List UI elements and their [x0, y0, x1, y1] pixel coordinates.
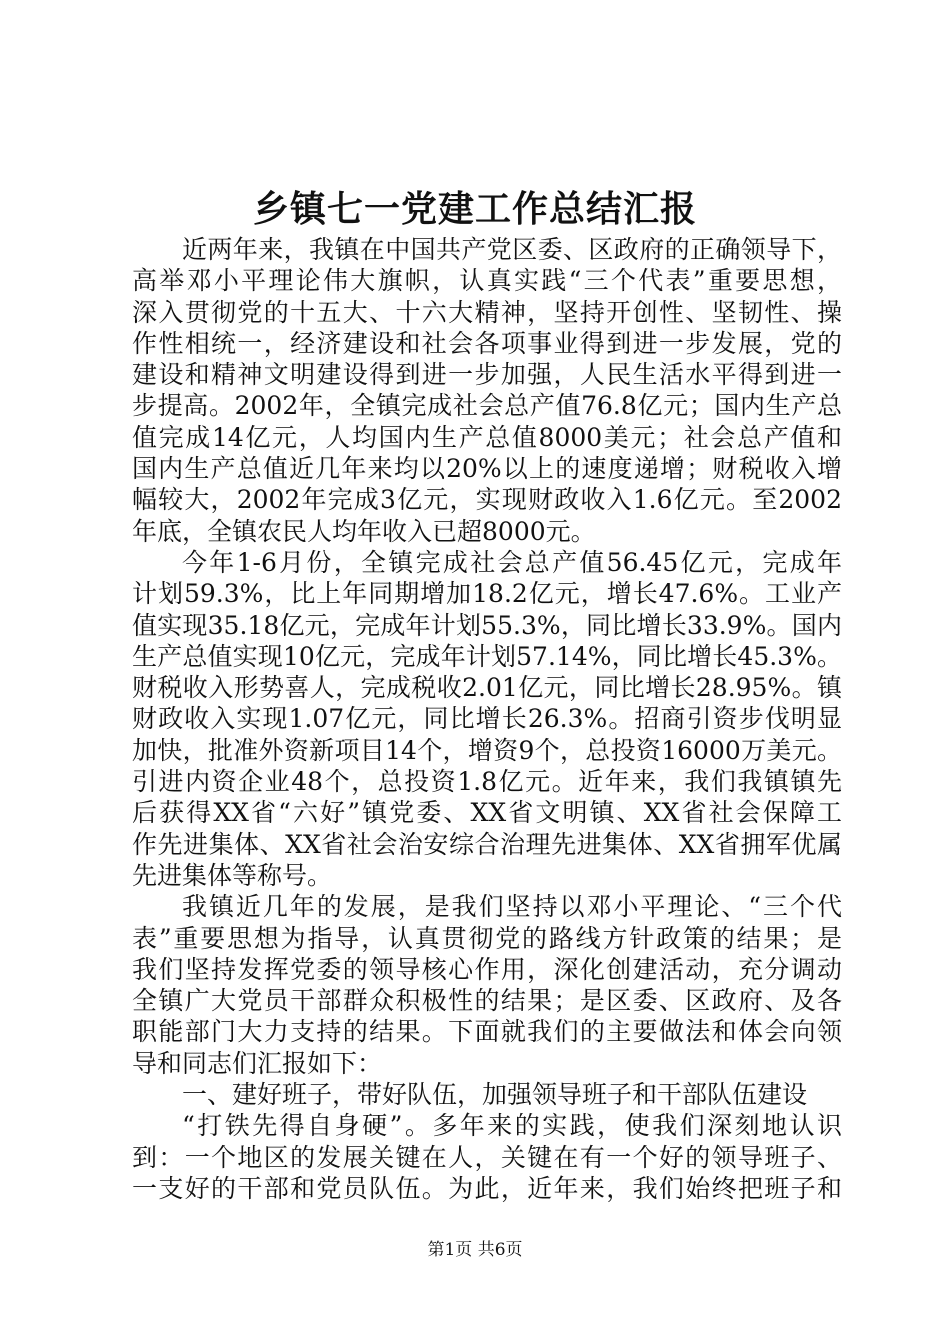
text-line: 幅较大，2002年完成3亿元，实现财政收入1.6亿元。至2002 [132, 485, 842, 515]
text-line: 后获得XX省“六好”镇党委、XX省文明镇、XX省社会保障工 [132, 798, 842, 828]
text-line: 计划59.3%，比上年同期增加18.2亿元，增长47.6%。工业产 [132, 579, 842, 609]
text-line: 财税收入形势喜人，完成税收2.01亿元，同比增长28.95%。镇 [132, 673, 842, 703]
text-line: 到：一个地区的发展关键在人，关键在有一个好的领导班子、 [132, 1142, 842, 1172]
text-line: 今年1-6月份，全镇完成社会总产值56.45亿元，完成年 [182, 547, 842, 577]
text-line: 生产总值实现10亿元，完成年计划57.14%，同比增长45.3%。 [132, 641, 842, 671]
text-line: 职能部门大力支持的结果。下面就我们的主要做法和体会向领 [132, 1017, 842, 1047]
text-line: 一支好的干部和党员队伍。为此，近年来，我们始终把班子和 [132, 1173, 842, 1203]
section-heading: 一、建好班子，带好队伍，加强领导班子和干部队伍建设 [182, 1080, 808, 1110]
text-line: 全镇广大党员干部群众积极性的结果；是区委、区政府、及各 [132, 986, 842, 1016]
text-line: 步提高。2002年，全镇完成社会总产值76.8亿元；国内生产总 [132, 391, 842, 421]
document-body [132, 234, 842, 1204]
text-line: 财政收入实现1.07亿元，同比增长26.3%。招商引资步伐明显 [132, 704, 842, 734]
text-line: 我们坚持发挥党委的领导核心作用，深化创建活动，充分调动 [132, 954, 842, 984]
page-footer: 第1页 共6页 [427, 1240, 523, 1260]
text-line: 年底，全镇农民人均年收入已超8000元。 [132, 516, 596, 546]
text-line: 值实现35.18亿元，完成年计划55.3%，同比增长33.9%。国内 [132, 610, 842, 640]
text-line: 高举邓小平理论伟大旗帜，认真实践“三个代表”重要思想， [132, 266, 842, 296]
text-line: 近两年来，我镇在中国共产党区委、区政府的正确领导下， [182, 235, 842, 264]
text-line: “打铁先得自身硬”。多年来的实践，使我们深刻地认识 [182, 1111, 842, 1141]
text-line: 我镇近几年的发展，是我们坚持以邓小平理论、“三个代 [182, 892, 842, 922]
text-line: 加快，批准外资新项目14个，增资9个，总投资16000万美元。 [132, 735, 842, 765]
text-line: 先进集体等称号。 [132, 860, 333, 890]
text-line: 建设和精神文明建设得到进一步加强，人民生活水平得到进一 [132, 360, 842, 390]
document-title: 乡镇七一党建工作总结汇报 [252, 188, 697, 230]
text-line: 引进内资企业48个，总投资1.8亿元。近年来，我们我镇镇先 [132, 767, 842, 797]
text-line: 表”重要思想为指导，认真贯彻党的路线方针政策的结果；是 [132, 923, 842, 953]
text-line: 深入贯彻党的十五大、十六大精神，坚持开创性、坚韧性、操 [132, 297, 842, 327]
text-line: 国内生产总值近几年来均以20%以上的速度递增；财税收入增 [132, 454, 842, 484]
text-line: 导和同志们汇报如下： [132, 1048, 383, 1078]
text-line: 作先进集体、XX省社会治安综合治理先进集体、XX省拥军优属 [132, 829, 842, 859]
text-line: 值完成14亿元，人均国内生产总值8000美元；社会总产值和 [132, 422, 842, 452]
text-line: 作性相统一，经济建设和社会各项事业得到进一步发展，党的 [132, 328, 842, 358]
